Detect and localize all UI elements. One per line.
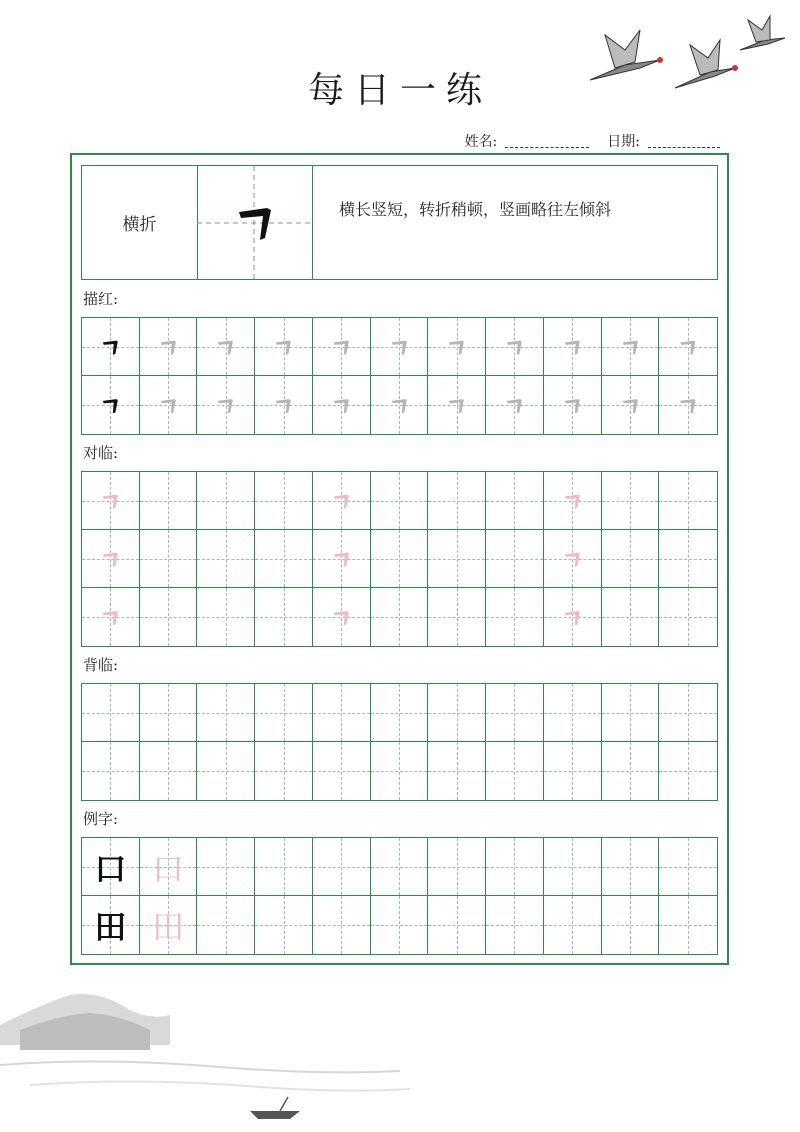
grid-cell[interactable] — [197, 472, 255, 530]
grid-cell[interactable] — [486, 588, 544, 646]
grid-cell[interactable] — [486, 376, 544, 434]
stroke-mark — [544, 472, 601, 529]
grid-cell[interactable] — [544, 838, 602, 896]
grid-cell[interactable] — [486, 684, 544, 742]
stroke-mark — [197, 318, 254, 375]
date-field[interactable] — [607, 131, 728, 151]
grid-cell[interactable] — [659, 684, 717, 742]
example-char-trace: 田 — [152, 908, 185, 946]
grid-cell[interactable] — [140, 376, 198, 434]
grid-cell[interactable] — [428, 838, 486, 896]
grid-cell[interactable] — [255, 684, 313, 742]
stroke-mark — [313, 318, 370, 375]
copy-grid — [81, 471, 718, 647]
grid-cell[interactable] — [602, 896, 660, 954]
grid-cell[interactable] — [428, 684, 486, 742]
stroke-mark — [371, 318, 428, 375]
stroke-mark — [659, 376, 717, 434]
grid-cell[interactable] — [428, 896, 486, 954]
grid-cell[interactable] — [140, 896, 198, 954]
grid-cell[interactable] — [544, 896, 602, 954]
grid-cell[interactable] — [197, 896, 255, 954]
grid-cell[interactable] — [602, 376, 660, 434]
grid-cell[interactable] — [371, 742, 429, 800]
grid-cell[interactable] — [140, 318, 198, 376]
name-date-row — [465, 131, 728, 151]
grid-cell[interactable] — [140, 472, 198, 530]
grid-cell[interactable] — [428, 588, 486, 646]
grid-cell[interactable] — [371, 318, 429, 376]
example-char: 口 — [94, 849, 127, 888]
grid-cell[interactable] — [544, 742, 602, 800]
example-char: 田 — [94, 908, 127, 946]
grid-cell[interactable] — [82, 376, 140, 434]
grid-cell[interactable] — [659, 530, 717, 588]
trace-grid — [81, 317, 718, 435]
grid-cell[interactable] — [82, 472, 140, 530]
stroke-mark — [544, 376, 601, 434]
name-field[interactable] — [465, 131, 598, 151]
stroke-mark — [197, 376, 254, 434]
grid-cell[interactable] — [659, 838, 717, 896]
stroke-mark — [313, 376, 370, 434]
stroke-mark — [313, 588, 370, 646]
grid-cell[interactable] — [82, 896, 140, 954]
grid-cell[interactable] — [313, 684, 371, 742]
grid-cell[interactable] — [428, 530, 486, 588]
grid-cell[interactable] — [602, 530, 660, 588]
stroke-mark — [486, 318, 543, 375]
grid-cell[interactable] — [82, 588, 140, 646]
grid-cell[interactable] — [140, 530, 198, 588]
grid-cell[interactable] — [82, 742, 140, 800]
grid-cell[interactable] — [371, 530, 429, 588]
grid-cell[interactable] — [544, 318, 602, 376]
grid-cell[interactable] — [602, 838, 660, 896]
grid-cell[interactable] — [197, 588, 255, 646]
grid-cell[interactable] — [602, 318, 660, 376]
grid-cell[interactable] — [197, 318, 255, 376]
grid-cell[interactable] — [197, 684, 255, 742]
examples-section-label: 例字: — [83, 810, 119, 828]
stroke-mark — [313, 472, 370, 529]
stroke-sample — [197, 166, 312, 279]
stroke-mark — [82, 530, 139, 587]
grid-cell[interactable] — [313, 530, 371, 588]
grid-cell[interactable] — [140, 838, 198, 896]
grid-cell[interactable] — [659, 318, 717, 376]
grid-cell[interactable] — [659, 896, 717, 954]
grid-cell[interactable] — [371, 588, 429, 646]
grid-cell[interactable] — [371, 472, 429, 530]
grid-cell[interactable] — [197, 530, 255, 588]
stroke-mark — [486, 376, 543, 434]
grid-cell[interactable] — [428, 472, 486, 530]
grid-cell[interactable] — [486, 742, 544, 800]
stroke-mark — [82, 318, 139, 375]
grid-cell[interactable] — [486, 318, 544, 376]
stroke-mark — [371, 376, 428, 434]
grid-cell[interactable] — [544, 684, 602, 742]
grid-cell[interactable] — [371, 376, 429, 434]
grid-cell[interactable] — [140, 684, 198, 742]
grid-cell[interactable] — [197, 838, 255, 896]
grid-cell[interactable] — [371, 896, 429, 954]
grid-cell[interactable] — [313, 318, 371, 376]
stroke-mark — [82, 376, 139, 434]
stroke-mark — [140, 318, 197, 375]
date-label: 日期: — [607, 134, 640, 150]
grid-cell[interactable] — [82, 530, 140, 588]
grid-cell[interactable] — [486, 896, 544, 954]
page-title: 每日一练 — [307, 70, 492, 111]
grid-cell[interactable] — [255, 472, 313, 530]
grid-cell[interactable] — [82, 318, 140, 376]
grid-cell[interactable] — [371, 684, 429, 742]
grid-cell[interactable] — [255, 838, 313, 896]
grid-cell[interactable] — [371, 838, 429, 896]
stroke-description: 横长竖短，转折稍顿，竖画略往左倾斜 — [339, 200, 612, 219]
grid-cell[interactable] — [140, 588, 198, 646]
grid-cell[interactable] — [428, 376, 486, 434]
copy-section-label: 对临: — [83, 444, 119, 462]
grid-cell[interactable] — [486, 530, 544, 588]
stroke-sample-cell — [197, 166, 313, 279]
grid-cell[interactable] — [659, 376, 717, 434]
stroke-mark — [602, 318, 659, 375]
grid-cell[interactable] — [544, 376, 602, 434]
grid-cell[interactable] — [544, 588, 602, 646]
grid-cell[interactable] — [255, 896, 313, 954]
grid-cell[interactable] — [486, 838, 544, 896]
landscape-illustration — [0, 985, 420, 1132]
examples-grid — [81, 837, 718, 955]
grid-cell[interactable] — [255, 530, 313, 588]
stroke-mark — [82, 588, 139, 646]
stroke-mark — [602, 376, 659, 434]
grid-cell[interactable] — [659, 742, 717, 800]
grid-cell[interactable] — [255, 376, 313, 434]
stroke-mark — [544, 588, 601, 646]
grid-cell[interactable] — [313, 588, 371, 646]
grid-cell[interactable] — [255, 318, 313, 376]
grid-cell[interactable] — [428, 318, 486, 376]
stroke-mark — [140, 376, 197, 434]
stroke-mark — [544, 318, 601, 375]
stroke-header — [81, 165, 718, 280]
stroke-mark — [255, 376, 312, 434]
stroke-name: 横折 — [82, 166, 198, 279]
grid-cell[interactable] — [255, 742, 313, 800]
stroke-mark — [544, 530, 601, 587]
grid-cell[interactable] — [544, 530, 602, 588]
grid-cell[interactable] — [255, 588, 313, 646]
grid-cell[interactable] — [602, 588, 660, 646]
example-char-trace: 口 — [152, 849, 185, 888]
grid-cell[interactable] — [313, 472, 371, 530]
stroke-mark — [428, 318, 485, 375]
grid-cell[interactable] — [486, 472, 544, 530]
grid-cell[interactable] — [140, 742, 198, 800]
grid-cell[interactable] — [313, 376, 371, 434]
memory-grid — [81, 683, 718, 801]
grid-cell[interactable] — [659, 472, 717, 530]
memory-section-label: 背临: — [83, 656, 119, 674]
grid-cell[interactable] — [82, 838, 140, 896]
trace-section-label: 描红: — [83, 290, 119, 308]
grid-cell[interactable] — [659, 588, 717, 646]
grid-cell[interactable] — [82, 684, 140, 742]
grid-cell[interactable] — [313, 838, 371, 896]
grid-cell[interactable] — [602, 472, 660, 530]
grid-cell[interactable] — [602, 684, 660, 742]
grid-cell[interactable] — [313, 742, 371, 800]
grid-cell[interactable] — [197, 376, 255, 434]
grid-cell[interactable] — [197, 742, 255, 800]
grid-cell[interactable] — [544, 472, 602, 530]
name-label: 姓名: — [464, 134, 498, 150]
grid-cell[interactable] — [602, 742, 660, 800]
stroke-mark — [255, 318, 312, 375]
grid-cell[interactable] — [428, 742, 486, 800]
stroke-mark — [82, 472, 139, 529]
stroke-mark — [659, 318, 717, 375]
stroke-mark — [313, 530, 370, 587]
grid-cell[interactable] — [313, 896, 371, 954]
stroke-mark — [428, 376, 485, 434]
